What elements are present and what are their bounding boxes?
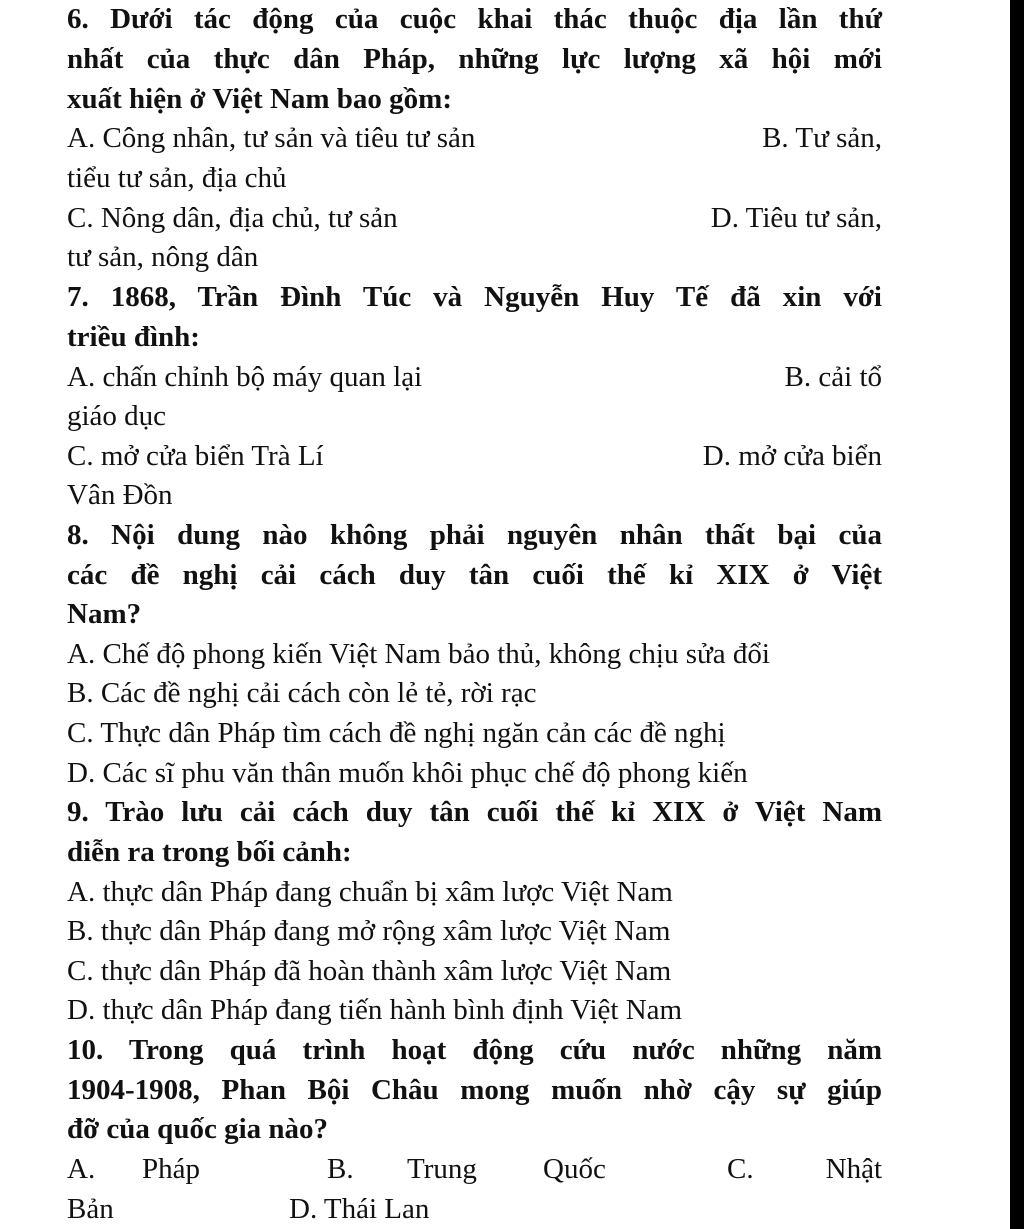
question-6-line-3: xuất hiện ở Việt Nam bao gồm: (67, 83, 453, 115)
question-7-option-a: A. chấn chỉnh bộ máy quan lại (67, 361, 423, 393)
question-8-option-c: C. Thực dân Pháp tìm cách đề nghị ngăn cản các đề nghị (67, 717, 726, 749)
question-6-line-2: nhất của thực dân Pháp, những lực lượng xã hội mới (67, 43, 882, 75)
question-10-option-b-text-2: Quốc (543, 1153, 606, 1185)
question-6-option-b-part-1: B. Tư sản, (762, 122, 882, 154)
question-7-options-ab (67, 358, 882, 396)
question-6-option-b-part-2: tiểu tư sản, địa chủ (67, 162, 287, 194)
question-8-option-a: A. Chế độ phong kiến Việt Nam bảo thủ, không chịu sửa đổi (67, 638, 770, 670)
question-8-option-d: D. Các sĩ phu văn thân muốn khôi phục chế độ phong kiến (67, 757, 748, 789)
question-8-line-3: Nam? (67, 598, 142, 630)
question-6-option-a: A. Công nhân, tư sản và tiêu tư sản (67, 122, 476, 154)
question-8-option-b: B. Các đề nghị cải cách còn lẻ tẻ, rời rạc (67, 677, 537, 709)
question-9-option-a: A. thực dân Pháp đang chuẩn bị xâm lược Việt Nam (67, 876, 673, 908)
question-6-options-cd (67, 199, 882, 237)
question-6-option-d-part-1: D. Tiêu tư sản, (710, 202, 882, 234)
question-7-line-1: 7. 1868, Trần Đình Túc và Nguyễn Huy Tế đã xin với (67, 281, 882, 313)
question-7-option-d-part-2: Vân Đồn (67, 479, 173, 511)
question-7-option-b-part-1: B. cải tổ (784, 361, 882, 393)
question-7-options-cd (67, 437, 882, 475)
question-7-option-c: C. mở cửa biển Trà Lí (67, 440, 324, 472)
question-6-line-1: 6. Dưới tác động của cuộc khai thác thuộc địa lần thứ (67, 3, 882, 35)
question-8-line-1: 8. Nội dung nào không phải nguyên nhân thất bại của (67, 519, 882, 551)
question-10-option-d: D. Thái Lan (289, 1193, 430, 1225)
question-10-options-abc (67, 1150, 882, 1188)
question-10-option-a-text: Pháp (142, 1153, 200, 1185)
question-9-option-d: D. thực dân Pháp đang tiến hành bình định Việt Nam (67, 994, 683, 1026)
question-7-option-b-part-2: giáo dục (67, 400, 167, 432)
question-9-option-c: C. thực dân Pháp đã hoàn thành xâm lược Việt Nam (67, 955, 672, 987)
question-6-option-d-part-2: tư sản, nông dân (67, 241, 259, 273)
question-10-option-b-letter: B. (327, 1153, 354, 1185)
question-10-option-c-text-1: Nhật (825, 1153, 882, 1185)
question-10-option-b-text-1: Trung (407, 1153, 477, 1185)
question-8-line-2: các đề nghị cải cách duy tân cuối thế kỉ XIX ở Việt (67, 559, 882, 591)
question-9-line-2: diễn ra trong bối cảnh: (67, 836, 352, 868)
question-6-options-ab (67, 119, 882, 157)
question-10-options-cd-row (67, 1190, 882, 1228)
question-9-line-1: 9. Trào lưu cải cách duy tân cuối thế kỉ XIX ở Việt Nam (67, 796, 882, 828)
question-10-line-3: đỡ của quốc gia nào? (67, 1113, 328, 1145)
question-9-option-b: B. thực dân Pháp đang mở rộng xâm lược Việt Nam (67, 915, 671, 947)
question-7-line-2: triều đình: (67, 321, 200, 353)
question-7-option-d-part-1: D. mở cửa biển (702, 440, 882, 472)
question-10-line-1: 10. Trong quá trình hoạt động cứu nước những năm (67, 1034, 882, 1066)
question-10-option-c-letter: C. (727, 1153, 754, 1185)
question-10-option-a-letter: A. (67, 1153, 96, 1185)
question-6-option-c: C. Nông dân, địa chủ, tư sản (67, 202, 398, 234)
question-10-option-c-text-2: Bản (67, 1193, 114, 1225)
question-10-line-2: 1904-1908, Phan Bội Châu mong muốn nhờ cậy sự giúp (67, 1074, 882, 1106)
